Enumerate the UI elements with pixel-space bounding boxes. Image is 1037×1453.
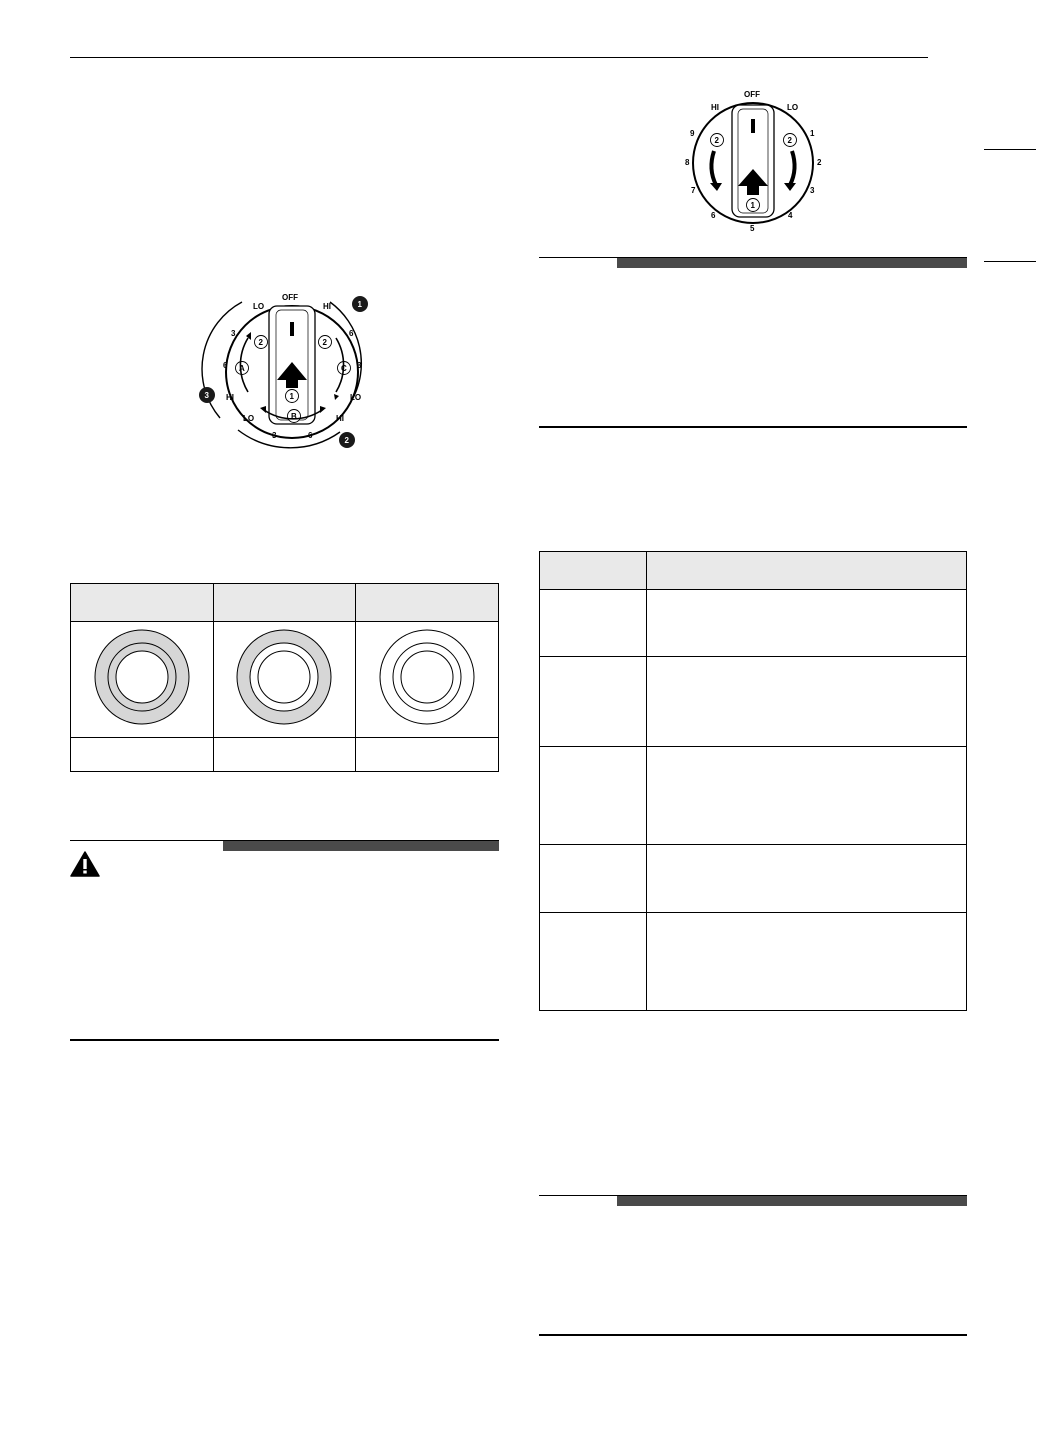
single-label-2: 2 (817, 158, 822, 167)
dual-label-lo-top: LO (253, 302, 265, 311)
table-row (540, 590, 967, 657)
callout-3: 3 (204, 391, 209, 400)
table-row (540, 657, 967, 747)
burner-ring-table (70, 583, 499, 772)
ring-col-header-2 (213, 584, 356, 622)
single-step-1: 1 (750, 201, 755, 210)
dual-burner-dial-diagram (190, 280, 380, 455)
dual-label-right-3: 3 (357, 361, 362, 370)
dual-label-hi-top: HI (323, 302, 331, 311)
ring-caption-1 (71, 738, 214, 772)
ring-table-image-row (71, 622, 499, 738)
warning-box-title-bar (223, 841, 499, 851)
marker-A: A (239, 364, 245, 373)
dual-step-2-right: 2 (322, 338, 327, 347)
settings-table-header (540, 552, 967, 590)
ring-cell-2 (213, 622, 356, 738)
marker-B: B (291, 412, 297, 421)
ring-table-caption-row (71, 738, 499, 772)
single-step-2-right: 2 (787, 136, 792, 145)
note-box-1-title-bar (617, 258, 967, 268)
dual-label-left-hi: HI (226, 393, 234, 402)
warning-triangle-icon (70, 851, 100, 877)
warning-box-bottom-rule (70, 1039, 499, 1041)
single-label-off: OFF (744, 90, 760, 99)
dual-label-off: OFF (282, 293, 298, 302)
ring-col-header-1 (71, 584, 214, 622)
table-row (540, 913, 967, 1011)
table-row (540, 747, 967, 845)
table-row (540, 845, 967, 913)
single-label-6: 6 (711, 211, 716, 220)
ring-col-header-3 (356, 584, 499, 622)
dual-label-right-6: 6 (349, 329, 354, 338)
ring-cell-1 (71, 622, 214, 738)
dual-step-1: 1 (289, 392, 294, 401)
ring-outer-on-icon (232, 625, 336, 729)
ring-caption-3 (356, 738, 499, 772)
note-box-2-bottom-rule (539, 1334, 967, 1336)
single-label-4: 4 (788, 211, 793, 220)
single-label-1: 1 (810, 129, 815, 138)
dual-label-right-lo: LO (350, 393, 362, 402)
single-step-2-left: 2 (714, 136, 719, 145)
header-rule (70, 57, 928, 58)
ring-table-header (71, 584, 499, 622)
note-box-1-bottom-rule (539, 426, 967, 428)
dual-label-bottom-6: 6 (308, 431, 313, 440)
dual-label-left-6: 6 (223, 361, 228, 370)
callout-1: 1 (357, 300, 362, 309)
single-label-7: 7 (691, 186, 696, 195)
dual-label-bottom-3: 3 (272, 431, 277, 440)
side-tab-rule-bottom (984, 261, 1036, 262)
side-tab-rule-top (984, 149, 1036, 150)
single-burner-dial-diagram (680, 85, 830, 237)
single-label-3: 3 (810, 186, 815, 195)
single-label-8: 8 (685, 158, 690, 167)
settings-col-header-1 (540, 552, 647, 590)
dual-step-2-left: 2 (258, 338, 263, 347)
dual-label-left-3: 3 (231, 329, 236, 338)
single-label-5: 5 (750, 224, 755, 233)
ring-cell-3 (356, 622, 499, 738)
ring-off-icon (375, 625, 479, 729)
single-label-hi: HI (711, 103, 719, 112)
callout-2: 2 (344, 436, 349, 445)
ring-caption-2 (213, 738, 356, 772)
settings-col-header-2 (647, 552, 967, 590)
single-label-lo: LO (787, 103, 799, 112)
dual-label-bottom-hi: HI (336, 414, 344, 423)
note-box-2-title-bar (617, 1196, 967, 1206)
single-label-9: 9 (690, 129, 695, 138)
ring-both-on-icon (90, 625, 194, 729)
settings-table (539, 551, 967, 1011)
marker-C: C (341, 364, 347, 373)
dual-label-bottom-lo: LO (243, 414, 255, 423)
